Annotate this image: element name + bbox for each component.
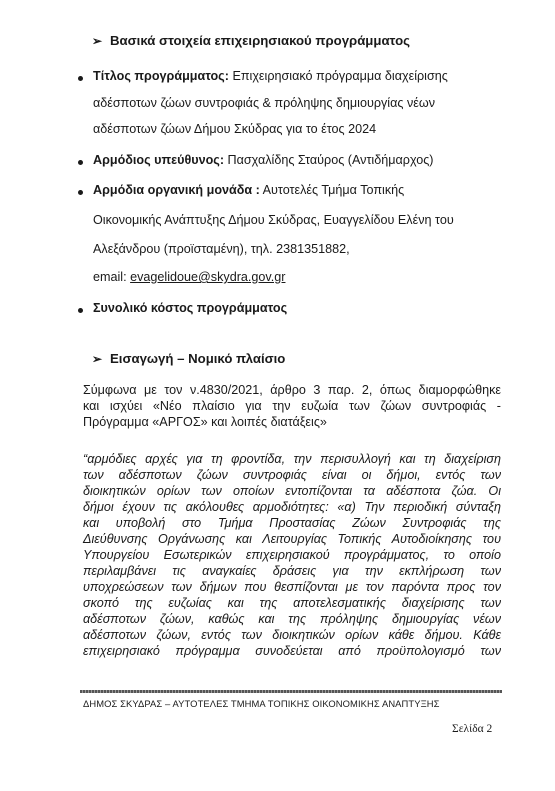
email-link[interactable]: evagelidoue@skydra.gov.gr	[130, 270, 286, 284]
bullet-icon	[78, 190, 83, 195]
program-title-item	[93, 69, 448, 83]
quote-line: αδέσποτων ζώων, εντός των διοικητικών ορίων κάθε δήμου. Κάθε	[83, 628, 501, 642]
quote-line: και υποβολή στο Τμήμα Προστασίας Ζώων Συντροφιάς της	[83, 516, 501, 530]
quote-line: διοικητικών ορίων των οποίων εντοπίζονται τα αδέσποτα ζώα. Οι	[83, 484, 501, 498]
paragraph-line: Σύμφωνα με τον ν.4830/2021, άρθρο 3 παρ. 2, όπως διαμορφώθηκε	[83, 383, 501, 397]
program-title-value: Επιχειρησιακό πρόγραμμα διαχείρισης	[232, 69, 448, 83]
footer-divider	[80, 690, 502, 693]
paragraph-line: Πρόγραμμα «ΑΡΓΟΣ» και λοιπές διατάξεις»	[83, 415, 327, 429]
bullet-icon	[78, 160, 83, 165]
legal-paragraph	[83, 382, 501, 430]
paragraph-line: και ισχύει «Νέο πλαίσιο για την ευζωία των ζώων συντροφιάς -	[83, 399, 501, 413]
program-title-label: Τίτλος προγράμματος:	[93, 69, 229, 83]
heading-arrow-icon: ➢	[92, 34, 103, 48]
quote-line: δήμοι έχουν τις ακόλουθες αρμοδιότητες: «α) Την περιοδική σύνταξη	[83, 500, 501, 514]
unit-line: Αλεξάνδρου (προϊσταμένη), τηλ. 2381351882,	[93, 242, 350, 256]
quote-line: περιλαμβάνει τις αναγκαίες δράσεις για την εκπλήρωση των	[83, 564, 501, 578]
unit-label: Αρμόδια οργανική μονάδα :	[93, 183, 260, 197]
footer-text: ΔΗΜΟΣ ΣΚΥΔΡΑΣ – ΑΥΤΟΤΕΛΕΣ ΤΜΗΜΑ ΤΟΠΙΚΗΣ ΟΙΚΟΝΟΜΙΚΗΣ ΑΝΑΠΤΥΞΗΣ	[83, 698, 440, 709]
quote-line: αδέσποτων ζώων, καθώς και της πρόληψης δημιουργίας νέων	[83, 612, 501, 626]
responsible-label: Αρμόδιος υπεύθυνος:	[93, 153, 225, 167]
quote-line: Διεύθυνσης Οργάνωσης και Λειτουργίας Τοπικής Αυτοδιοίκησης του	[83, 532, 501, 546]
bullet-icon	[78, 76, 83, 81]
page-number: Σελίδα 2	[452, 723, 493, 735]
unit-line: Οικονομικής Ανάπτυξης Δήμου Σκύδρας, Ευαγγελίδου Ελένη του	[93, 213, 454, 227]
program-title-line: αδέσποτων ζώων Δήμου Σκύδρας για το έτος 2024	[93, 122, 377, 136]
heading-arrow-icon: ➢	[92, 352, 103, 366]
email-label: email:	[93, 270, 127, 284]
quote-line: “αρμόδιες αρχές για τη φροντίδα, την περισυλλογή και τη διαχείριση	[83, 452, 501, 466]
program-title-line: αδέσποτων ζώων συντροφιάς & πρόληψης δημιουργίας νέων	[93, 96, 435, 110]
responsible-value: Πασχαλίδης Σταύρος (Αντιδήμαρχος)	[227, 153, 434, 167]
section-heading-basic: Βασικά στοιχεία επιχειρησιακού προγράμματος	[110, 33, 410, 48]
quote-paragraph	[83, 451, 501, 659]
quote-line: επιχειρησιακό πρόγραμμα συνοδεύεται από προϋπολογισμό των	[83, 644, 501, 658]
quote-line: Υπουργείου Εσωτερικών επιχειρησιακού προγράμματος, το οποίο	[83, 548, 501, 562]
section-heading-intro: Εισαγωγή – Νομικό πλαίσιο	[110, 351, 286, 366]
quote-line: σκοπό της ευζωίας και της αποτελεσματικής διαχείρισης των	[83, 596, 501, 610]
quote-line: υποχρεώσεων των δήμων που θεσπίζονται με τον παρόντα προς τον	[83, 580, 501, 594]
responsible-item	[93, 153, 433, 167]
email-row	[93, 270, 285, 284]
unit-item	[93, 183, 404, 197]
bullet-icon	[78, 308, 83, 313]
quote-line: των αδέσποτων ζώων συντροφιάς είναι οι δήμοι, εντός των	[83, 468, 501, 482]
unit-value: Αυτοτελές Τμήμα Τοπικής	[262, 183, 405, 197]
total-cost-label: Συνολικό κόστος προγράμματος	[93, 301, 288, 315]
